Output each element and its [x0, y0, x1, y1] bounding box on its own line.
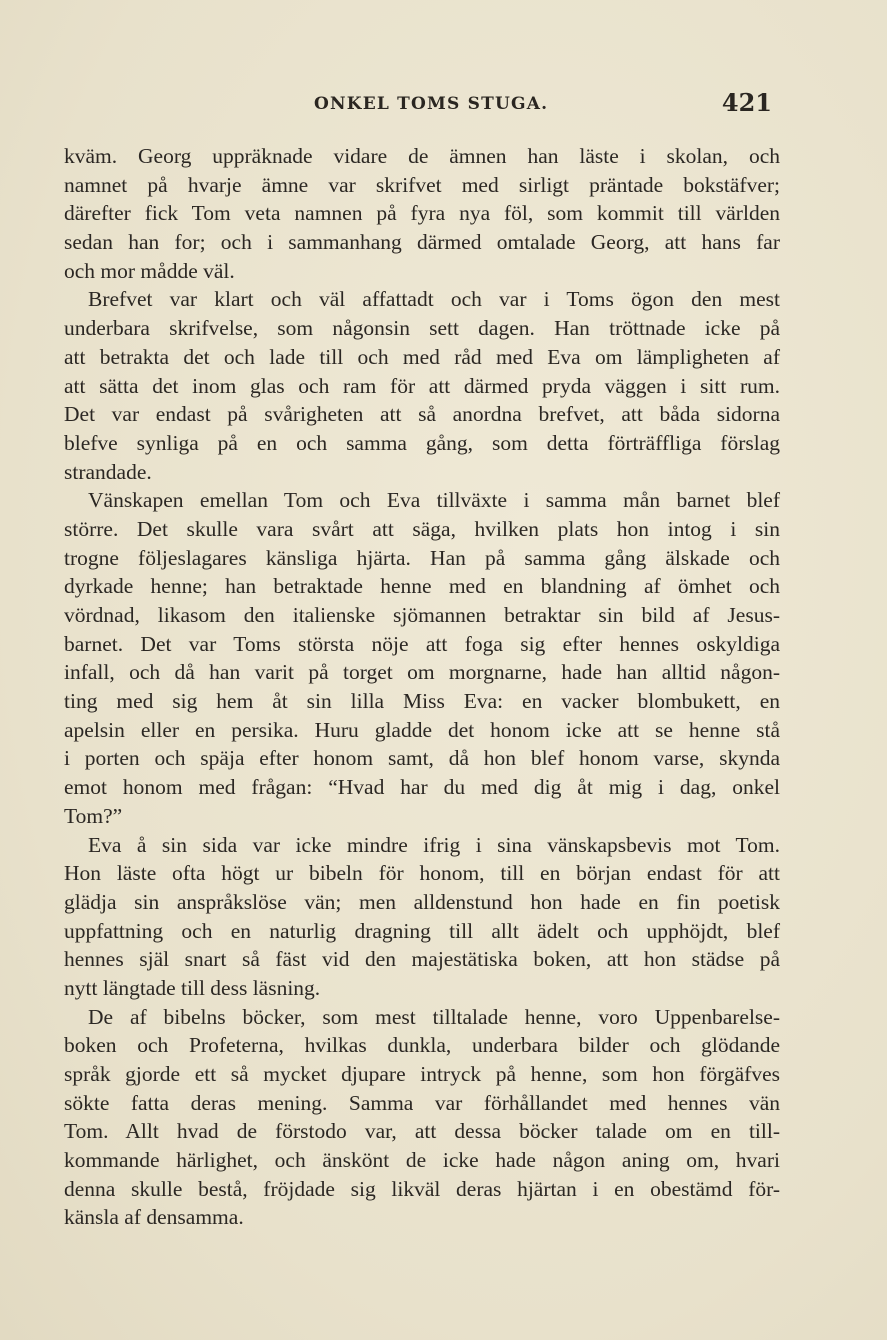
- text-line: sökte fatta deras mening. Samma var förhållandet med hennes vän: [64, 1090, 780, 1115]
- text-line: hennes själ snart så fäst vid den majestätiska boken, att hon städse på: [64, 947, 780, 972]
- text-line: Eva å sin sida var icke mindre ifrig i sina vänskapsbevis mot Tom.: [88, 832, 780, 857]
- text-line: strandade.: [64, 459, 152, 484]
- text-line: De af bibelns böcker, som mest tilltalade henne, voro Uppenbarelse-: [88, 1004, 780, 1029]
- text-line: Brefvet var klart och väl affattadt och var i Toms ögon den mest: [88, 287, 780, 312]
- text-line: Tom?”: [64, 803, 123, 828]
- text-line: vördnad, likasom den italienske sjömannen betraktar sin bild af Jesus-: [64, 603, 780, 627]
- text-line: namnet på hvarje ämne var skrifvet med sirligt präntade bokstäfver;: [64, 172, 780, 197]
- text-line: kommande härlighet, och änskönt de icke hade någon aning om, hvari: [64, 1148, 780, 1173]
- text-line: Hon läste ofta högt ur bibeln för honom, till en början endast för att: [64, 861, 780, 886]
- text-line: emot honom med frågan: “Hvad har du med dig åt mig i dag, onkel: [64, 775, 780, 800]
- body-text: [64, 142, 780, 1232]
- text-line: glädja sin anspråkslöse vän; men alldenstund hon hade en fin poetisk: [64, 889, 780, 914]
- text-line: större. Det skulle vara svårt att säga, hvilken plats hon intog i sin: [64, 516, 780, 541]
- text-line: i porten och späja efter honom samt, då hon blef honom varse, skynda: [64, 746, 780, 771]
- text-line: boken och Profeterna, hvilkas dunkla, underbara bilder och glödande: [64, 1033, 780, 1058]
- text-line: nytt längtade till dess läsning.: [64, 975, 321, 1000]
- text-line: att betrakta det och lade till och med råd med Eva om lämpligheten af: [64, 344, 780, 369]
- text-line: underbara skrifvelse, som någonsin sett dagen. Han tröttnade icke på: [64, 316, 780, 341]
- text-line: trogne följeslagares känsliga hjärta. Han på samma gång älskade och: [64, 545, 780, 570]
- text-line: och mor mådde väl.: [64, 258, 235, 283]
- text-line: uppfattning och en naturlig dragning till allt ädelt och upphöjdt, blef: [64, 918, 780, 943]
- text-line: infall, och då han varit på torget om morgnarne, hade han alltid någon-: [64, 660, 780, 685]
- text-line: apelsin eller en persika. Huru gladde det honom icke att se henne stå: [64, 717, 780, 742]
- text-line: kväm. Georg uppräknade vidare de ämnen han läste i skolan, och: [64, 144, 780, 168]
- text-line: ting med sig hem åt sin lilla Miss Eva: en vacker blombukett, en: [64, 689, 780, 714]
- text-line: Vänskapen emellan Tom och Eva tillväxte i samma mån barnet blef: [88, 488, 780, 513]
- text-line: Tom. Allt hvad de förstodo var, att dessa böcker talade om en till-: [64, 1119, 780, 1144]
- text-line: dyrkade henne; han betraktade henne med en blandning af ömhet och: [64, 574, 780, 599]
- page-number: 421: [721, 88, 772, 117]
- text-line: Det var endast på svårigheten att så anordna brefvet, att båda sidorna: [64, 402, 780, 427]
- page-header: [64, 88, 772, 118]
- text-line: känsla af densamma.: [64, 1205, 244, 1230]
- text-line: därefter fick Tom veta namnen på fyra nya föl, som kommit till världen: [64, 201, 780, 226]
- text-line: sedan han for; och i sammanhang därmed omtalade Georg, att hans far: [64, 230, 780, 255]
- text-line: språk gjorde ett så mycket djupare intryck på henne, som hon förgäfves: [64, 1062, 780, 1086]
- running-title: ONKEL TOMS STUGA.: [314, 94, 549, 114]
- text-line: barnet. Det var Toms största nöje att foga sig efter hennes oskyldiga: [64, 631, 780, 656]
- text-line: att sätta det inom glas och ram för att därmed pryda väggen i sitt rum.: [64, 373, 780, 398]
- text-line: blefve synliga på en och samma gång, som detta förträffliga förslag: [64, 430, 780, 455]
- text-line: denna skulle bestå, fröjdade sig likväl deras hjärtan i en obestämd för-: [64, 1176, 780, 1201]
